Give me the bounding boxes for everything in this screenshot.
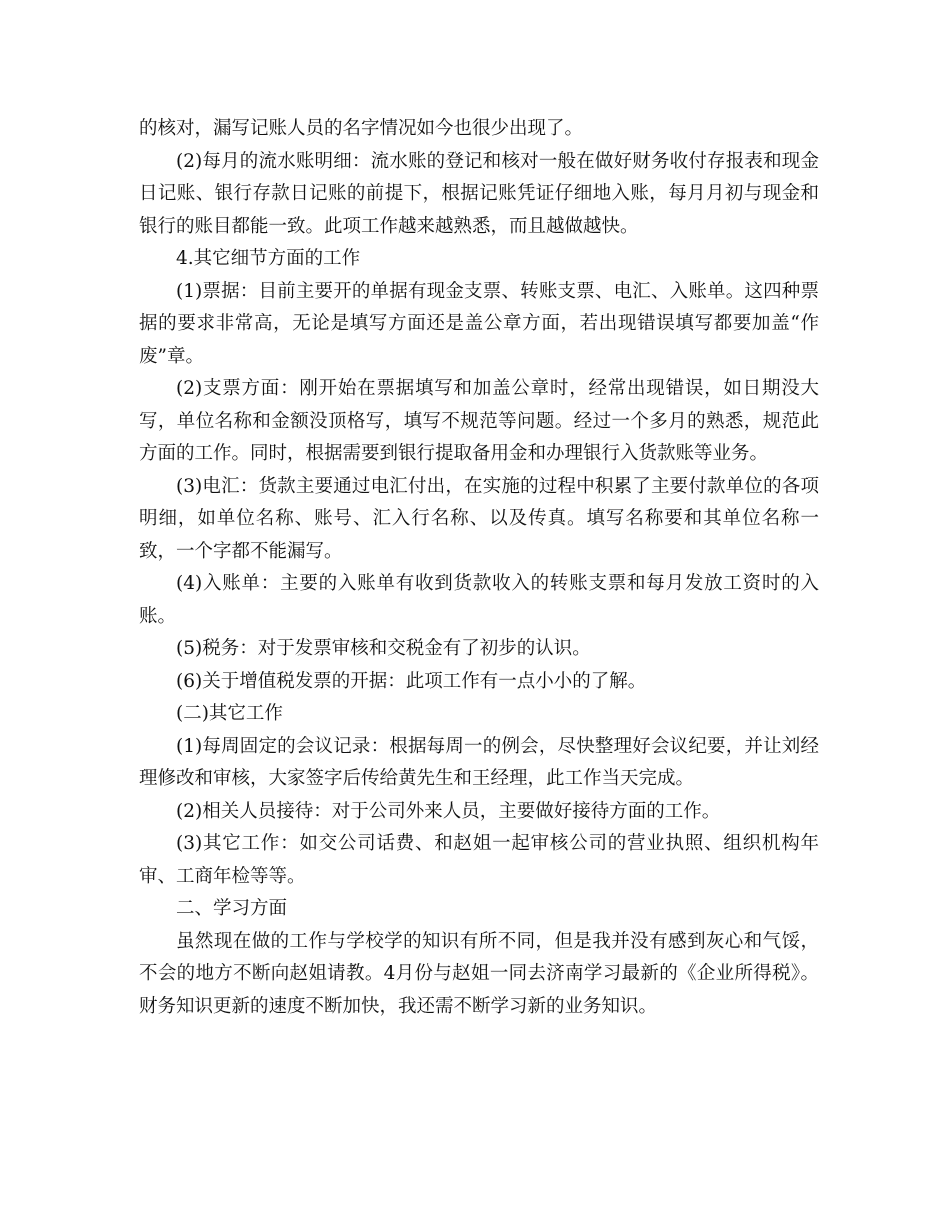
paragraph-bills: (1)票据：目前主要开的单据有现金支票、转账支票、电汇、入账单。这四种票据的要求非常高，无论是填写方面还是盖公章方面，若出现错误填写都要加盖“作废”章。: [139, 280, 819, 367]
paragraph-cash-journal: (2)每月的流水账明细：流水账的登记和核对一般在做好财务收付存报表和现金日记账、银行存款日记账的前提下，根据记账凭证仔细地入账，每月月初与现金和银行的账目都能一致。此项工作越来越熟悉，而且越做越快。: [139, 150, 819, 237]
paragraph-reception: (2)相关人员接待：对于公司外来人员，主要做好接待方面的工作。: [176, 800, 721, 822]
paragraph-tax: (5)税务：对于发票审核和交税金有了初步的认识。: [176, 638, 591, 659]
section-heading-learning: 二、学习方面: [176, 898, 288, 919]
section-heading-other-work: (二)其它工作: [176, 703, 283, 724]
document-body: [139, 113, 819, 1023]
paragraph-checks: (2)支票方面：刚开始在票据填写和加盖公章时，经常出现错误，如日期没大写，单位名称和金额没顶格写，填写不规范等问题。经过一个多月的熟悉，规范此方面的工作。同时，根据需要到银行提取备用金和办理银行入货款账等业务。: [139, 378, 819, 464]
paragraph-continuation: 的核对，漏写记账人员的名字情况如今也很少出现了。: [139, 118, 584, 139]
paragraph-deposit-slip: (4)入账单：主要的入账单有收到货款收入的转账支票和每月发放工资时的入账。: [139, 573, 819, 627]
paragraph-meeting-minutes: (1)每周固定的会议记录：根据每周一的例会，尽快整理好会议纪要，并让刘经理修改和审核，大家签字后传给黄先生和王经理，此工作当天完成。: [139, 735, 819, 789]
paragraph-wire-transfer: (3)电汇：货款主要通过电汇付出，在实施的过程中积累了主要付款单位的各项明细，如单位名称、账号、汇入行名称、以及传真。填写名称要和其单位名称一致，一个字都不能漏写。: [139, 475, 819, 562]
paragraph-misc-work: (3)其它工作：如交公司话费、和赵姐一起审核公司的营业执照、组织机构年审、工商年检等等。: [139, 833, 819, 887]
paragraph-vat-invoice: (6)关于增值税发票的开据：此项工作有一点小小的了解。: [176, 670, 647, 692]
section-heading-other-details: 4.其它细节方面的工作: [176, 248, 361, 269]
paragraph-learning: 虽然现在做的工作与学校学的知识有所不同，但是我并没有感到灰心和气馁，不会的地方不断向赵姐请教。4月份与赵姐一同去济南学习最新的《企业所得税》。财务知识更新的速度不断加快，我还需不断学习新的业务知识。: [139, 930, 819, 1017]
